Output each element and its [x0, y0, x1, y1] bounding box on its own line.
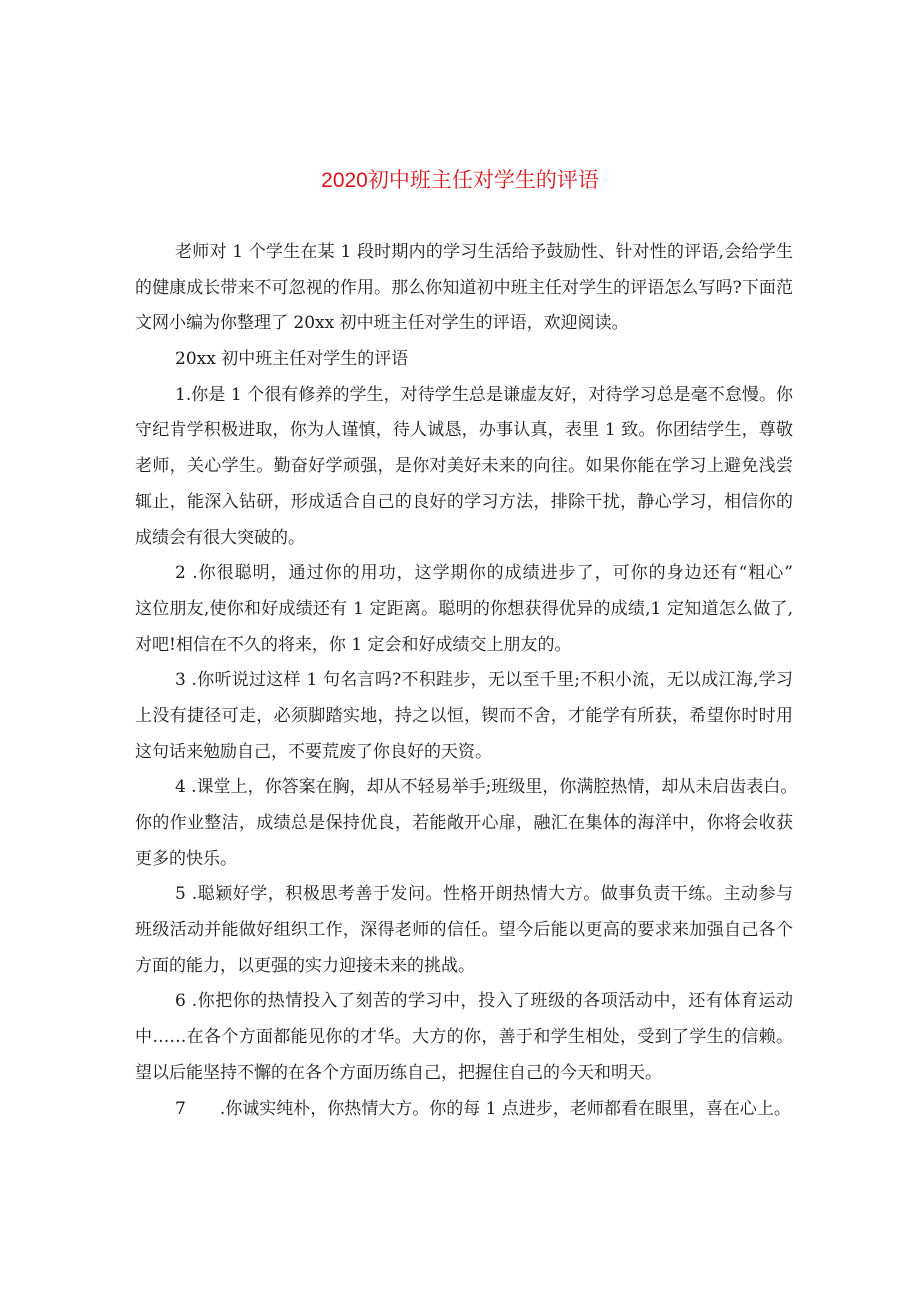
- paragraph-line: 守纪肯学积极进取，你为人谨慎，待人诚恳，办事认真，表里 1 致。你团结学生，尊敬: [135, 420, 793, 441]
- paragraph: [135, 770, 798, 877]
- paragraph-line: 上没有捷径可走，必须脚踏实地，持之以恒，锲而不舍，才能学有所获，希望你时时用: [135, 705, 793, 726]
- paragraph-line: 更多的快乐。: [135, 848, 237, 869]
- paragraph-line: 1.你是 1 个很有修养的学生，对待学生总是谦虚友好，对待学习总是毫不怠慢。你: [175, 384, 793, 405]
- paragraph-line: 你的作业整洁，成绩总是保持优良，若能敞开心扉，融汇在集体的海洋中，你将会收获: [135, 813, 793, 833]
- paragraph: [135, 984, 793, 1091]
- document-body: [135, 235, 798, 1127]
- paragraph-line: 的健康成长带来不可忽视的作用。那么你知道初中班主任对学生的评语怎么写吗?下面范: [135, 277, 793, 298]
- paragraph-line: 这位朋友,使你和好成绩还有 1 定距离。聪明的你想获得优异的成绩,1 定知道怎么做了,: [135, 598, 793, 619]
- paragraph-line: 辄止，能深入钻研，形成适合自己的良好的学习方法，排除干扰，静心学习，相信你的: [135, 491, 793, 512]
- paragraph: [135, 378, 793, 556]
- paragraph-line: 成绩会有很大突破的。: [135, 527, 305, 548]
- paragraph-line: 2 .你很聪明，通过你的用功，这学期你的成绩进步了，可你的身边还有“粗心”: [175, 563, 793, 584]
- paragraph-line: 文网小编为你整理了 20xx 初中班主任对学生的评语，欢迎阅读。: [135, 313, 629, 334]
- paragraph-line: 班级活动并能做好组织工作，深得老师的信任。望今后能以更高的要求来加强自己各个: [135, 920, 793, 941]
- paragraph: [135, 877, 793, 984]
- paragraph: [135, 663, 793, 770]
- paragraph-line: 老师对 1 个学生在某 1 段时期内的学习生活给予鼓励性、针对性的评语,会给学生: [175, 242, 793, 262]
- paragraph-line: 4 .课堂上，你答案在胸，却从不轻易举手;班级里，你满腔热情，却从未启齿表白。: [175, 777, 798, 798]
- paragraph-line: 7 .你诚实纯朴，你热情大方。你的每 1 点进步，老师都看在眼里，喜在心上。: [175, 1098, 791, 1119]
- paragraph-line: 5 .聪颖好学，积极思考善于发问。性格开朗热情大方。做事负责干练。主动参与: [175, 884, 793, 905]
- paragraph: [135, 556, 793, 663]
- paragraph-line: 这句话来勉励自己，不要荒废了你良好的天资。: [135, 741, 492, 762]
- paragraph-line: 20xx 初中班主任对学生的评语: [175, 349, 409, 370]
- paragraph-line: 老师，关心学生。勤奋好学顽强，是你对美好未来的向往。如果你能在学习上避免浅尝: [135, 456, 793, 477]
- paragraph-line: 中……在各个方面都能见你的才华。大方的你，善于和学生相处，受到了学生的信赖。: [135, 1027, 793, 1048]
- paragraph-line: 3 .你听说过这样 1 句名言吗?不积跬步，无以至千里;不积小流，无以成江海,学习: [175, 670, 793, 691]
- paragraph: [135, 342, 793, 378]
- paragraph-line: 6 .你把你的热情投入了刻苦的学习中，投入了班级的各项活动中，还有体育运动: [175, 991, 793, 1012]
- paragraph-line: 对吧!相信在不久的将来，你 1 定会和好成绩交上朋友的。: [135, 634, 572, 655]
- paragraph: [135, 235, 793, 342]
- paragraph: [135, 1092, 793, 1128]
- paragraph-line: 望以后能坚持不懈的在各个方面历练自己，把握住自己的今天和明天。: [135, 1062, 662, 1083]
- paragraph-line: 方面的能力，以更强的实力迎接未来的挑战。: [135, 955, 475, 976]
- document-title: 2020初中班主任对学生的评语: [321, 169, 599, 192]
